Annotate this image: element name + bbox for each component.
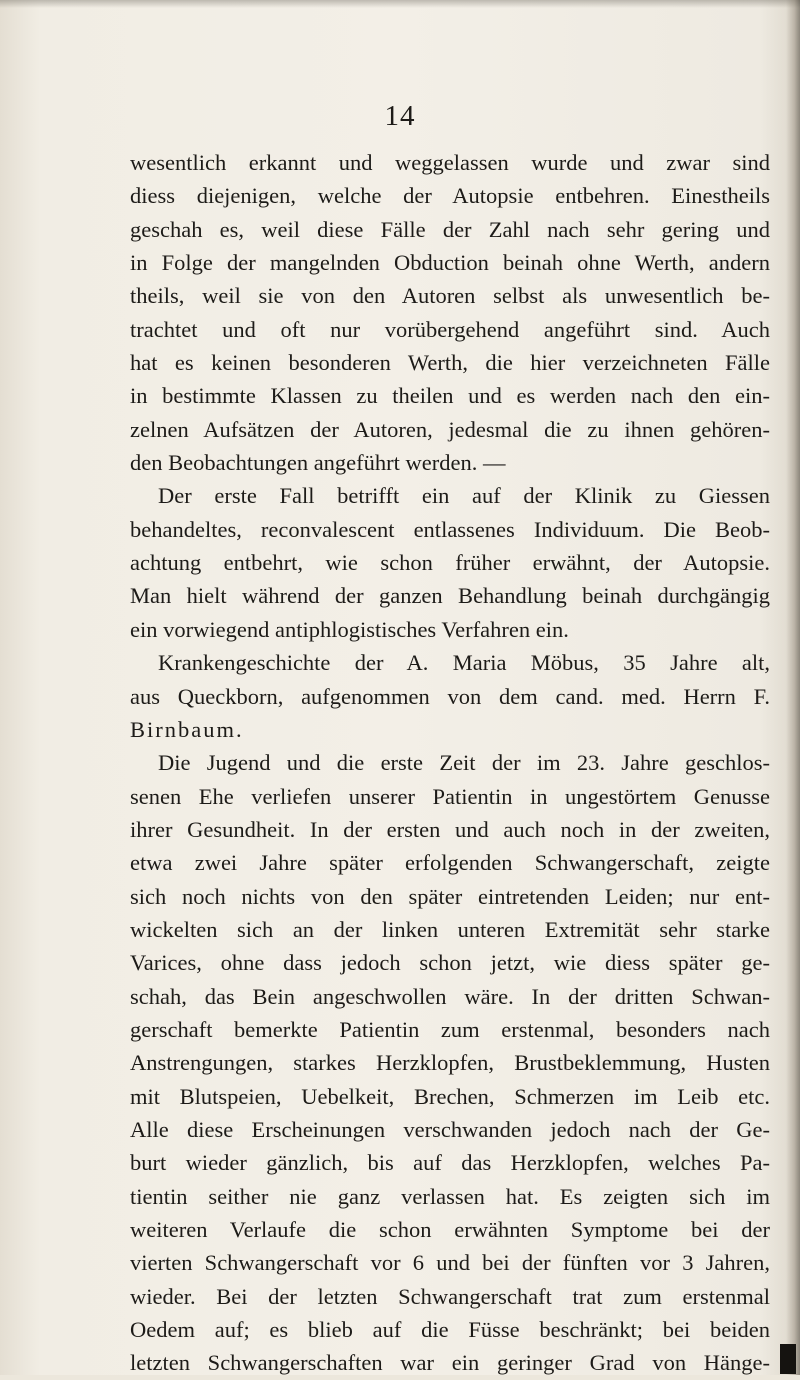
text-line: hat es keinen besonderen Werth, die hier verzeichneten Fälle [130,350,770,376]
text-line: Varices, ohne dass jedoch schon jetzt, wie diess später ge- [130,950,770,976]
text-line: wesentlich erkannt und weggelassen wurde und zwar sind [130,150,770,175]
text-line: den Beobachtungen angeführt werden. — [130,450,506,476]
text-line: zelnen Aufsätzen der Autoren, jedesmal die zu ihnen gehören- [130,416,770,442]
text-line: etwa zwei Jahre später erfolgenden Schwangerschaft, zeigte [130,850,770,876]
text-line: gerschaft bemerkte Patientin zum erstenmal, besonders nach [130,1016,770,1042]
text-line: geschah es, weil diese Fälle der Zahl nach sehr gering und [130,216,770,242]
text-line: theils, weil sie von den Autoren selbst als unwesentlich be- [130,283,770,309]
text-line: schah, das Bein angeschwollen wäre. In der dritten Schwan- [130,983,770,1009]
text-line: Birnbaum. [130,716,244,742]
text-line: ein vorwiegend antiphlogistisches Verfahren ein. [130,616,569,642]
text-line: tientin seither nie ganz verlassen hat. Es zeigten sich im [130,1183,770,1209]
text-line: vierten Schwangerschaft vor 6 und bei der fünften vor 3 Jahren, [130,1250,770,1276]
page-binding-shadow [786,0,800,1375]
text-line: letzten Schwangerschaften war ein geringer Grad von Hänge- [130,1350,770,1376]
text-line: Oedem auf; es blieb auf die Füsse beschränkt; bei beiden [130,1317,770,1343]
text-line: ihrer Gesundheit. In der ersten und auch noch in der zweiten, [130,816,770,842]
text-line: Anstrengungen, starkes Herzklopfen, Brustbeklemmung, Husten [130,1050,770,1076]
text-line: Der erste Fall betrifft ein auf der Klinik zu Giessen [158,483,770,509]
text-line: in bestimmte Klassen zu theilen und es werden nach den ein- [130,383,770,409]
text-line: senen Ehe verliefen unserer Patientin in ungestörtem Genusse [130,783,770,809]
text-line: behandeltes, reconvalescent entlassenes Individuum. Die Beob- [130,516,770,542]
text-line: trachtet und oft nur vorübergehend angeführt sind. Auch [130,316,770,342]
text-line: Die Jugend und die erste Zeit der im 23. Jahre geschlos- [158,750,770,776]
text-line: burt wieder gänzlich, bis auf das Herzklopfen, welches Pa- [130,1150,770,1176]
scan-corner-mark [780,1344,796,1374]
text-line: mit Blutspeien, Uebelkeit, Brechen, Schmerzen im Leib etc. [130,1083,770,1109]
text-line: Man hielt während der ganzen Behandlung beinah durchgängig [130,583,770,609]
text-line: wieder. Bei der letzten Schwangerschaft trat zum erstenmal [130,1283,770,1309]
text-line: sich noch nichts von den später eintretenden Leiden; nur ent- [130,883,770,909]
text-line: Alle diese Erscheinungen verschwanden jedoch nach der Ge- [130,1116,770,1142]
text-line: in Folge der mangelnden Obduction beinah ohne Werth, andern [130,250,770,276]
text-line: diess diejenigen, welche der Autopsie entbehren. Einestheils [130,183,770,209]
text-line: wickelten sich an der linken unteren Extremität sehr starke [130,916,770,942]
body-text [130,146,770,1380]
page-number: 14 [384,100,416,132]
text-line: weiteren Verlaufe die schon erwähnten Symptome bei der [130,1217,770,1242]
text-line: aus Queckborn, aufgenommen von dem cand. med. Herrn F. [130,683,770,709]
text-line: achtung entbehrt, wie schon früher erwähnt, der Autopsie. [130,550,770,576]
page-top-shadow [0,0,800,8]
text-line: Krankengeschichte der A. Maria Möbus, 35 Jahre alt, [158,650,770,676]
